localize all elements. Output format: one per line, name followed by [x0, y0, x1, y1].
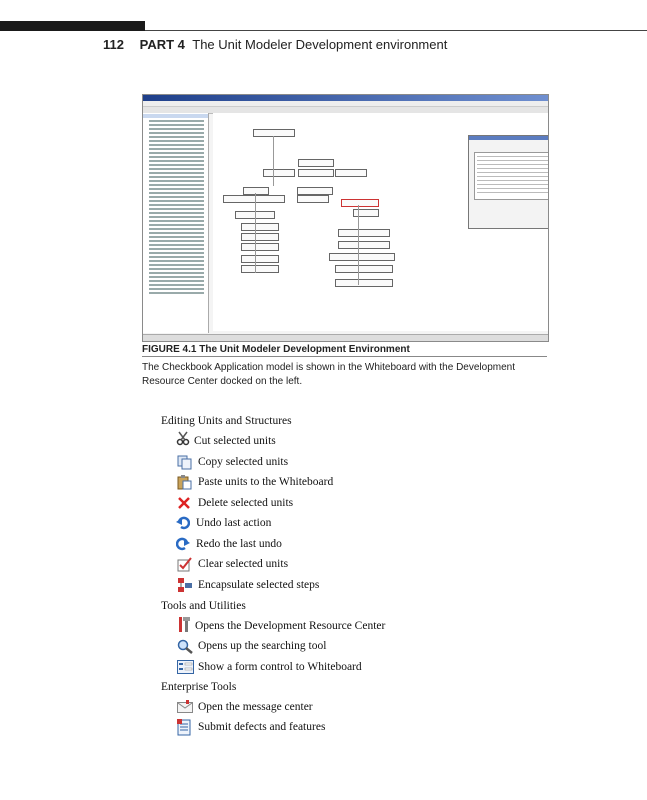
- message-center-icon: [177, 700, 194, 714]
- item-label: Show a form control to Whiteboard: [198, 661, 362, 673]
- item-label: Submit defects and features: [198, 721, 326, 733]
- magnifier-icon: [177, 639, 193, 654]
- item-label: Redo the last undo: [196, 538, 282, 550]
- delete-x-icon: [177, 496, 191, 510]
- screenshot-whiteboard: [213, 113, 548, 331]
- screenshot-resource-center: [143, 113, 209, 333]
- section-heading-tools: Tools and Utilities: [161, 600, 246, 612]
- header-rule: [145, 30, 647, 31]
- part-label: PART 4: [139, 37, 185, 52]
- figure-caption: The Checkbook Application model is shown in the Whiteboard with the Development Resource Center docked on the left.: [142, 362, 515, 387]
- caption-rule: [142, 356, 547, 357]
- scissors-icon: [176, 431, 190, 446]
- undo-icon: [176, 516, 190, 530]
- item-label: Paste units to the Whiteboard: [198, 476, 334, 488]
- running-header: [103, 37, 447, 52]
- screenshot-statusbar: [143, 334, 548, 341]
- header-bar: [0, 21, 145, 31]
- item-label: Opens up the searching tool: [198, 640, 327, 652]
- section-heading-enterprise: Enterprise Tools: [161, 681, 237, 693]
- item-label: Open the message center: [198, 701, 313, 713]
- screenshot-dialog: [468, 135, 549, 229]
- paste-icon: [177, 475, 193, 490]
- item-label: Encapsulate selected steps: [198, 579, 320, 591]
- encapsulate-icon: [177, 577, 193, 593]
- figure-label: FIGURE 4.1 The Unit Modeler Development Environment: [142, 344, 410, 355]
- form-control-icon: [177, 660, 194, 674]
- chapter-title: The Unit Modeler Development environment: [192, 37, 448, 52]
- page-number: 112: [103, 37, 124, 52]
- redo-icon: [176, 537, 190, 551]
- item-label: Opens the Development Resource Center: [195, 620, 386, 632]
- item-label: Copy selected units: [198, 456, 289, 468]
- item-label: Undo last action: [196, 517, 272, 529]
- copy-icon: [177, 455, 193, 470]
- item-label: Delete selected units: [198, 497, 294, 509]
- figure-screenshot: [142, 94, 549, 342]
- submit-defects-icon: [177, 719, 192, 736]
- clear-check-icon: [177, 557, 193, 572]
- tools-icon: [177, 617, 191, 633]
- item-label: Cut selected units: [194, 435, 276, 447]
- item-label: Clear selected units: [198, 558, 289, 570]
- section-heading-editing: Editing Units and Structures: [161, 415, 292, 427]
